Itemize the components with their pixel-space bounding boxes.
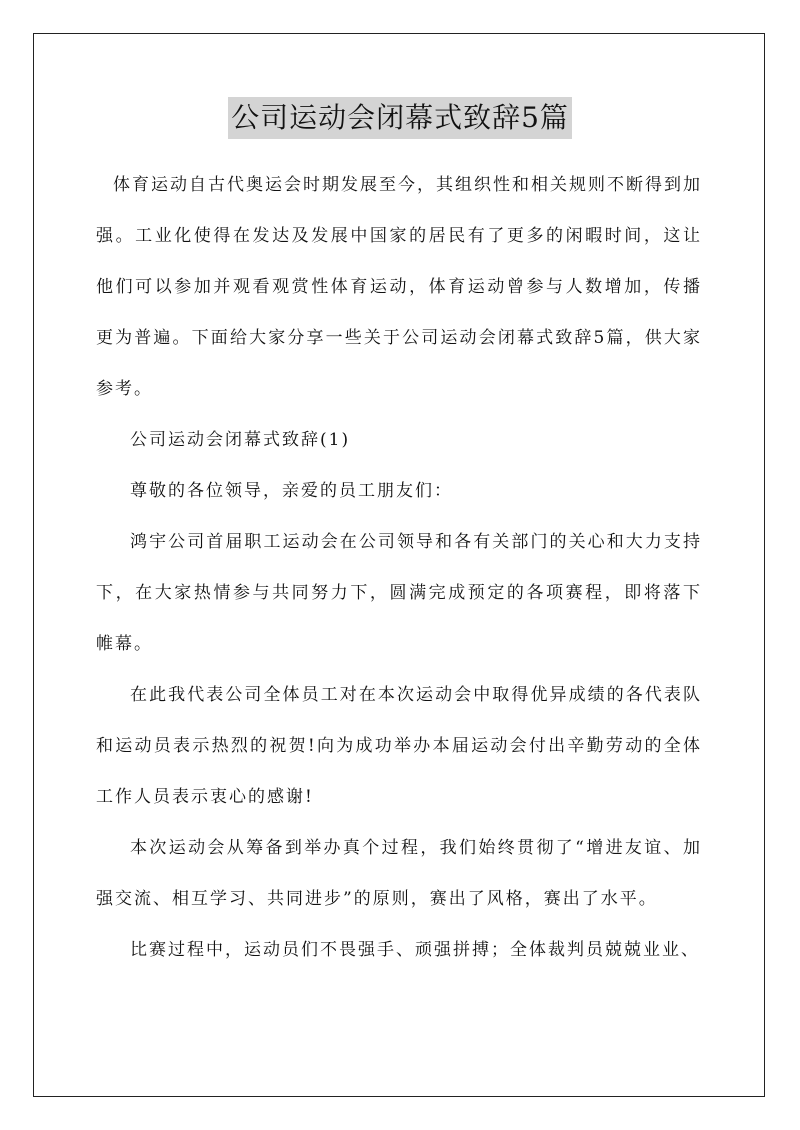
body-paragraph: 本次运动会从筹备到举办真个过程，我们始终贯彻了“增进友谊、加强交流、相互学习、共同进步”的原则，赛出了风格，赛出了水平。	[96, 838, 702, 909]
salutation: 尊敬的各位领导，亲爱的员工朋友们：	[130, 481, 453, 501]
body-paragraph: 比赛过程中，运动员们不畏强手、顽强拼搏；全体裁判员兢兢业业、	[130, 940, 700, 960]
title-container	[0, 97, 800, 139]
body-paragraph: 在此我代表公司全体员工对在本次运动会中取得优异成绩的各代表队和运动员表示热烈的祝贺!向为成功举办本届运动会付出辛勤劳动的全体工作人员表示衷心的感谢!	[96, 685, 702, 807]
section-heading: 公司运动会闭幕式致辞(1)	[130, 430, 351, 450]
document-body	[96, 160, 702, 976]
body-paragraph: 鸿宇公司首届职工运动会在公司领导和各有关部门的关心和大力支持下，在大家热情参与共同努力下，圆满完成预定的各项赛程，即将落下帷幕。	[96, 532, 702, 654]
intro-paragraph: 体育运动自古代奥运会时期发展至今，其组织性和相关规则不断得到加强。工业化使得在发达及发展中国家的居民有了更多的闲暇时间，这让他们可以参加并观看观赏性体育运动，体育运动曾参与人数增加，传播更为普遍。下面给大家分享一些关于公司运动会闭幕式致辞5篇，供大家参考。	[96, 175, 702, 399]
document-title: 公司运动会闭幕式致辞5篇	[228, 97, 572, 139]
